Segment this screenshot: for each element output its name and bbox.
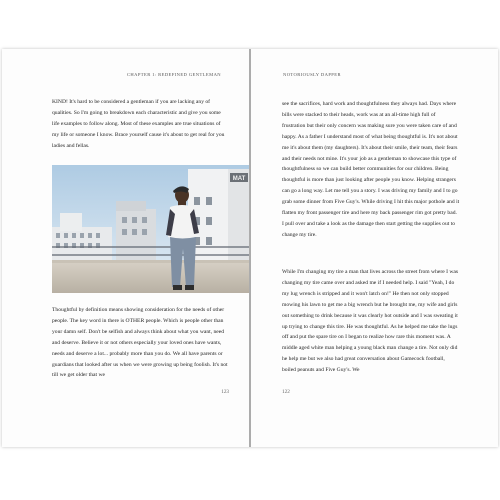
right-paragraph-2 — [282, 267, 460, 376]
page-number-left: 123 — [221, 389, 229, 395]
page-number-right: 122 — [282, 389, 290, 395]
right-page — [251, 49, 498, 447]
photo-man-rooftop — [52, 165, 249, 293]
right-paragraph-1 — [282, 99, 460, 241]
left-paragraph-2 — [52, 305, 228, 381]
photo-illustration — [52, 165, 249, 293]
left-paragraph-1 — [52, 97, 228, 152]
book-spread — [2, 49, 498, 447]
building-sign: MAT — [232, 176, 246, 182]
paragraph-text: Thoughtful by definition means showing consideration for the needs of other people. The key word in there is OTHER people. Which is people other than your damn self. Don't be selfish and always think about what you want, need and deserve. Believe it or not others especially your loved ones have wants, needs and deserve a lot... probably more than you do. We all have parents or guardians that looked after us when we were growing up being foolish. It's not till we get older that we — [52, 307, 228, 379]
paragraph-text: see the sacrifices, hard work and thoughtfulness they always had. Days where bills were stacked to their heads, work was at an all-time high full of frustration but their only concern was making sure you were taken care of and happy. As a father I understand most of what being thoughtful is. It's not about me it's about them (my daughters). It's about their smile, their team, their fears and their needs not mine. It's your job as a gentleman to showcase this type of thoughtfulness so we can build better communities for our children. Being thoughtful is more than just looking after people you know. Helping strangers can go a long way. Let me tell you a story. I was driving my family and I to go grab some dinner from Five Guy's. While driving I hit this major pothole and it flatten my front passenger tire and here my back passenger rim got pretty bad. I pull over and take a look as the damage then start getting the supplies out to change my tire. — [282, 101, 460, 238]
running-head-left: CHAPTER 1: REDEFINED GENTLEMAN — [126, 72, 221, 77]
paragraph-text: While I'm changing my tire a man that lives across the street from where I was changing my tire came over and asked me if I needed help. I said "Yeah, I do my lug wrench is stripped and it won't latch on!" He then not only stopped mowing his lawn to get me a big wrench but he brought me, my wife and girls out something to drink because it was clearly hot outside and I was sweating it up trying to change this tire. He was thoughtful. As he helped me take the lugs off and put the spare tire on I began to realize how rare this moment was. A middle aged white man helping a young black man change a tire. Not only did he help me but we also had great conversation about Gamecock football, boiled peanuts and Five Guy's. We — [282, 269, 459, 374]
paragraph-text: KIND! It's hard to be considered a gentleman if you are lacking any of qualities. So I'm going to breakdown each characteristic and give you some life examples to follow along. Most of these examples are true situations of my life or someone I know. Brace yourself cause it's about to get real for you ladies and fellas. — [52, 99, 225, 149]
left-page — [2, 49, 249, 447]
running-head-right: NOTORIOUSLY DAPPER — [283, 72, 341, 77]
